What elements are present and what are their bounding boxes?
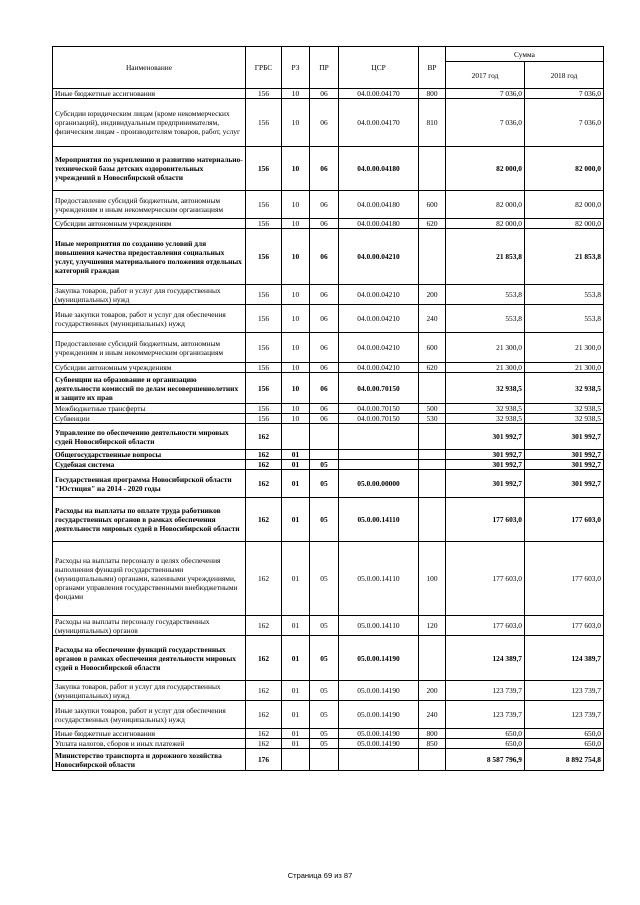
table-cell-csr: 05.0.00.14190 bbox=[339, 739, 419, 749]
table-cell-name: Иные закупки товаров, работ и услуг для обеспечения государственных (муниципальных) нужд bbox=[53, 701, 246, 729]
table-cell-vr: 620 bbox=[419, 219, 446, 229]
table-cell-rz: 10 bbox=[282, 333, 310, 363]
table-cell-grbs: 162 bbox=[246, 636, 282, 681]
table-cell-grbs: 156 bbox=[246, 229, 282, 285]
table-cell-name: Субвенции bbox=[53, 414, 246, 424]
table-cell-grbs: 156 bbox=[246, 414, 282, 424]
table-row bbox=[53, 147, 604, 191]
table-cell-name: Иные закупки товаров, работ и услуг для обеспечения государственных (муниципальных) нужд bbox=[53, 305, 246, 333]
table-cell-pr: 05 bbox=[310, 542, 339, 616]
table-cell-rz: 01 bbox=[282, 470, 310, 498]
page-number: Страница 69 из 87 bbox=[287, 871, 353, 880]
table-cell-csr: 05.0.00.00000 bbox=[339, 470, 419, 498]
table-cell-pr: 06 bbox=[310, 305, 339, 333]
table-cell-csr: 04.0.00.04210 bbox=[339, 305, 419, 333]
table-cell-sum-2018: 123 739,7 bbox=[525, 681, 604, 701]
table-cell-rz: 10 bbox=[282, 373, 310, 404]
table-cell-grbs: 162 bbox=[246, 498, 282, 542]
table-cell-sum-2017: 32 938,5 bbox=[446, 414, 525, 424]
table-cell-pr: 06 bbox=[310, 219, 339, 229]
table-row bbox=[53, 739, 604, 749]
table-cell-csr: 04.0.00.70150 bbox=[339, 373, 419, 404]
table-cell-rz: 01 bbox=[282, 701, 310, 729]
table-cell-sum-2017: 177 603,0 bbox=[446, 616, 525, 636]
table-cell-name: Предоставление субсидий бюджетным, автономным учреждениям и иным некоммерческим организациям bbox=[53, 333, 246, 363]
table-cell-sum-2018: 7 036,0 bbox=[525, 99, 604, 147]
table-row bbox=[53, 404, 604, 414]
table-cell-grbs: 156 bbox=[246, 363, 282, 373]
table-cell-sum-2017: 177 603,0 bbox=[446, 498, 525, 542]
table-cell-vr: 800 bbox=[419, 729, 446, 739]
table-cell-csr: 05.0.00.14110 bbox=[339, 542, 419, 616]
table-row bbox=[53, 498, 604, 542]
table-cell-rz: 10 bbox=[282, 191, 310, 219]
table-cell-pr: 06 bbox=[310, 414, 339, 424]
table-cell-rz bbox=[282, 749, 310, 771]
table-cell-name: Министерство транспорта и дорожного хозяйства Новосибирской области bbox=[53, 749, 246, 771]
table-cell-sum-2017: 553,8 bbox=[446, 305, 525, 333]
table-cell-pr: 05 bbox=[310, 498, 339, 542]
table-cell-vr: 850 bbox=[419, 739, 446, 749]
table-cell-vr bbox=[419, 147, 446, 191]
table-cell-csr: 05.0.00.14110 bbox=[339, 498, 419, 542]
table-cell-sum-2017: 177 603,0 bbox=[446, 542, 525, 616]
table-cell-csr bbox=[339, 749, 419, 771]
table-cell-sum-2018: 21 300,0 bbox=[525, 363, 604, 373]
table-cell-name: Межбюджетные трансферты bbox=[53, 404, 246, 414]
table-row bbox=[53, 373, 604, 404]
table-row bbox=[53, 285, 604, 305]
table-row bbox=[53, 749, 604, 771]
table-cell-grbs: 162 bbox=[246, 739, 282, 749]
table-cell-rz: 10 bbox=[282, 147, 310, 191]
table-cell-sum-2018: 82 000,0 bbox=[525, 147, 604, 191]
table-cell-csr: 04.0.00.70150 bbox=[339, 404, 419, 414]
table-cell-grbs: 162 bbox=[246, 450, 282, 460]
table-cell-name: Государственная программа Новосибирской области "Юстиция" на 2014 - 2020 годы bbox=[53, 470, 246, 498]
table-row bbox=[53, 424, 604, 450]
table-cell-csr: 04.0.00.04170 bbox=[339, 89, 419, 99]
table-cell-pr: 05 bbox=[310, 616, 339, 636]
table-cell-sum-2017: 650,0 bbox=[446, 739, 525, 749]
table-cell-rz: 01 bbox=[282, 729, 310, 739]
table-cell-vr: 810 bbox=[419, 99, 446, 147]
table-cell-grbs: 162 bbox=[246, 470, 282, 498]
table-cell-grbs: 156 bbox=[246, 99, 282, 147]
table-cell-sum-2018: 32 938,5 bbox=[525, 414, 604, 424]
table-body bbox=[53, 89, 604, 771]
table-cell-sum-2018: 177 603,0 bbox=[525, 498, 604, 542]
table-cell-pr: 05 bbox=[310, 701, 339, 729]
table-cell-sum-2017: 301 992,7 bbox=[446, 450, 525, 460]
table-row bbox=[53, 333, 604, 363]
table-cell-pr: 05 bbox=[310, 460, 339, 470]
table-cell-csr bbox=[339, 450, 419, 460]
table-cell-vr: 500 bbox=[419, 404, 446, 414]
table-cell-csr: 05.0.00.14110 bbox=[339, 616, 419, 636]
table-cell-vr: 100 bbox=[419, 542, 446, 616]
table-cell-pr: 06 bbox=[310, 285, 339, 305]
header-year-2018: 2018 год bbox=[525, 62, 604, 89]
table-cell-name: Предоставление субсидий бюджетным, автономным учреждениям и иным некоммерческим организациям bbox=[53, 191, 246, 219]
table-cell-csr: 04.0.00.04180 bbox=[339, 219, 419, 229]
table-cell-rz: 01 bbox=[282, 460, 310, 470]
table-cell-rz: 01 bbox=[282, 498, 310, 542]
table-cell-sum-2017: 21 300,0 bbox=[446, 333, 525, 363]
table-row bbox=[53, 616, 604, 636]
table-cell-name: Субвенции на образование и организацию деятельности комиссий по делам несовершеннолетних и защите их прав bbox=[53, 373, 246, 404]
table-cell-pr: 06 bbox=[310, 229, 339, 285]
table-cell-vr: 200 bbox=[419, 681, 446, 701]
table-cell-grbs: 162 bbox=[246, 616, 282, 636]
table-cell-pr: 05 bbox=[310, 681, 339, 701]
table-cell-rz: 10 bbox=[282, 414, 310, 424]
table-cell-vr bbox=[419, 460, 446, 470]
table-cell-vr bbox=[419, 229, 446, 285]
table-row bbox=[53, 701, 604, 729]
table-cell-sum-2018: 301 992,7 bbox=[525, 470, 604, 498]
table-cell-pr: 06 bbox=[310, 333, 339, 363]
budget-table-page bbox=[52, 46, 603, 771]
table-cell-csr bbox=[339, 460, 419, 470]
table-cell-name: Иные бюджетные ассигнования bbox=[53, 729, 246, 739]
table-cell-sum-2017: 32 938,5 bbox=[446, 373, 525, 404]
table-cell-csr: 05.0.00.14190 bbox=[339, 701, 419, 729]
header-grbs: ГРБС bbox=[246, 47, 282, 89]
table-cell-sum-2017: 82 000,0 bbox=[446, 191, 525, 219]
table-cell-sum-2017: 301 992,7 bbox=[446, 424, 525, 450]
table-cell-name: Субсидии автономным учреждениям bbox=[53, 219, 246, 229]
table-cell-pr bbox=[310, 424, 339, 450]
table-cell-sum-2017: 123 739,7 bbox=[446, 681, 525, 701]
table-cell-vr: 530 bbox=[419, 414, 446, 424]
table-cell-sum-2018: 301 992,7 bbox=[525, 424, 604, 450]
table-cell-rz: 01 bbox=[282, 739, 310, 749]
table-row bbox=[53, 99, 604, 147]
table-cell-sum-2017: 82 000,0 bbox=[446, 147, 525, 191]
table-cell-rz: 10 bbox=[282, 285, 310, 305]
table-cell-sum-2017: 650,0 bbox=[446, 729, 525, 739]
table-cell-csr: 04.0.00.04210 bbox=[339, 229, 419, 285]
table-cell-name: Субсидии автономным учреждениям bbox=[53, 363, 246, 373]
table-cell-sum-2017: 301 992,7 bbox=[446, 470, 525, 498]
table-cell-vr bbox=[419, 373, 446, 404]
table-cell-vr: 600 bbox=[419, 333, 446, 363]
table-cell-sum-2018: 21 853,8 bbox=[525, 229, 604, 285]
table-row bbox=[53, 681, 604, 701]
table-cell-vr bbox=[419, 424, 446, 450]
table-row bbox=[53, 363, 604, 373]
table-cell-sum-2017: 32 938,5 bbox=[446, 404, 525, 414]
table-cell-rz: 10 bbox=[282, 363, 310, 373]
table-cell-sum-2017: 82 000,0 bbox=[446, 219, 525, 229]
table-cell-name: Мероприятия по укреплению и развитию материально-технической базы детских оздоровительных учреждений в Новосибирской области bbox=[53, 147, 246, 191]
table-cell-sum-2018: 301 992,7 bbox=[525, 450, 604, 460]
header-csr: ЦСР bbox=[339, 47, 419, 89]
header-name: Наименование bbox=[53, 47, 246, 89]
table-cell-grbs: 162 bbox=[246, 460, 282, 470]
table-cell-rz: 10 bbox=[282, 305, 310, 333]
table-cell-pr bbox=[310, 749, 339, 771]
table-cell-csr bbox=[339, 424, 419, 450]
table-cell-csr: 04.0.00.04170 bbox=[339, 99, 419, 147]
table-cell-pr: 06 bbox=[310, 404, 339, 414]
table-cell-name: Расходы на обеспечение функций государственных органов в рамках обеспечения деятельности мировых судей в Новосибирской области bbox=[53, 636, 246, 681]
table-cell-csr: 05.0.00.14190 bbox=[339, 636, 419, 681]
table-cell-csr: 04.0.00.04180 bbox=[339, 191, 419, 219]
table-cell-name: Расходы на выплаты персоналу в целях обеспечения выполнения функций государственными (муниципальными) органами, казенными учреждениями, органами управления государственными внебюджетными фондами bbox=[53, 542, 246, 616]
table-cell-vr: 200 bbox=[419, 285, 446, 305]
table-cell-name: Управление по обеспечению деятельности мировых судей Новосибирской области bbox=[53, 424, 246, 450]
table-cell-sum-2018: 553,8 bbox=[525, 285, 604, 305]
table-cell-sum-2018: 177 603,0 bbox=[525, 542, 604, 616]
table-cell-name: Уплата налогов, сборов и иных платежей bbox=[53, 739, 246, 749]
table-cell-csr: 04.0.00.04210 bbox=[339, 363, 419, 373]
table-cell-name: Иные мероприятия по созданию условий для повышения качества предоставления социальных услуг, улучшения материального положения отдельных категорий граждан bbox=[53, 229, 246, 285]
table-cell-grbs: 162 bbox=[246, 701, 282, 729]
table-cell-grbs: 156 bbox=[246, 333, 282, 363]
table-cell-pr: 06 bbox=[310, 191, 339, 219]
header-year-2017: 2017 год bbox=[446, 62, 525, 89]
table-cell-sum-2017: 124 389,7 bbox=[446, 636, 525, 681]
table-cell-rz: 10 bbox=[282, 229, 310, 285]
table-cell-rz: 01 bbox=[282, 681, 310, 701]
table-cell-sum-2017: 301 992,7 bbox=[446, 460, 525, 470]
table-cell-vr bbox=[419, 470, 446, 498]
table-cell-sum-2018: 650,0 bbox=[525, 729, 604, 739]
table-cell-csr: 04.0.00.70150 bbox=[339, 414, 419, 424]
table-cell-name: Расходы на выплаты по оплате труда работников государственных органов в рамках обеспечения деятельности мировых судей в Новосибирской области bbox=[53, 498, 246, 542]
table-cell-sum-2017: 7 036,0 bbox=[446, 99, 525, 147]
table-cell-name: Иные бюджетные ассигнования bbox=[53, 89, 246, 99]
table-cell-sum-2018: 82 000,0 bbox=[525, 191, 604, 219]
table-cell-name: Закупка товаров, работ и услуг для государственных (муниципальных) нужд bbox=[53, 285, 246, 305]
table-cell-rz: 10 bbox=[282, 89, 310, 99]
table-cell-pr: 06 bbox=[310, 89, 339, 99]
table-cell-vr bbox=[419, 636, 446, 681]
table-cell-sum-2018: 124 389,7 bbox=[525, 636, 604, 681]
table-cell-grbs: 156 bbox=[246, 147, 282, 191]
table-row bbox=[53, 414, 604, 424]
table-cell-vr: 240 bbox=[419, 701, 446, 729]
table-row bbox=[53, 89, 604, 99]
table-cell-grbs: 156 bbox=[246, 305, 282, 333]
table-cell-csr: 05.0.00.14190 bbox=[339, 681, 419, 701]
header-pr: ПР bbox=[310, 47, 339, 89]
table-cell-pr: 05 bbox=[310, 739, 339, 749]
table-row bbox=[53, 470, 604, 498]
table-cell-pr bbox=[310, 450, 339, 460]
table-cell-rz: 10 bbox=[282, 404, 310, 414]
table-cell-rz: 01 bbox=[282, 616, 310, 636]
table-cell-grbs: 156 bbox=[246, 89, 282, 99]
table-cell-vr: 600 bbox=[419, 191, 446, 219]
table-cell-sum-2018: 650,0 bbox=[525, 739, 604, 749]
table-cell-rz bbox=[282, 424, 310, 450]
table-cell-sum-2018: 32 938,5 bbox=[525, 404, 604, 414]
header-rz: РЗ bbox=[282, 47, 310, 89]
table-cell-grbs: 156 bbox=[246, 373, 282, 404]
table-cell-grbs: 156 bbox=[246, 404, 282, 414]
table-cell-sum-2018: 82 000,0 bbox=[525, 219, 604, 229]
table-cell-csr: 04.0.00.04180 bbox=[339, 147, 419, 191]
table-cell-csr: 04.0.00.04210 bbox=[339, 333, 419, 363]
header-sum: Сумма bbox=[446, 47, 604, 62]
table-cell-sum-2018: 8 892 754,8 bbox=[525, 749, 604, 771]
table-cell-rz: 01 bbox=[282, 542, 310, 616]
table-cell-pr: 05 bbox=[310, 470, 339, 498]
table-cell-sum-2018: 301 992,7 bbox=[525, 460, 604, 470]
table-row bbox=[53, 305, 604, 333]
table-cell-sum-2017: 21 300,0 bbox=[446, 363, 525, 373]
table-cell-grbs: 162 bbox=[246, 424, 282, 450]
table-cell-rz: 01 bbox=[282, 450, 310, 460]
table-cell-name: Судебная система bbox=[53, 460, 246, 470]
table-cell-sum-2017: 123 739,7 bbox=[446, 701, 525, 729]
table-cell-pr: 06 bbox=[310, 363, 339, 373]
table-row bbox=[53, 636, 604, 681]
table-cell-vr: 240 bbox=[419, 305, 446, 333]
table-cell-pr: 06 bbox=[310, 373, 339, 404]
table-cell-csr: 04.0.00.04210 bbox=[339, 285, 419, 305]
table-cell-sum-2017: 8 587 796,9 bbox=[446, 749, 525, 771]
table-cell-grbs: 162 bbox=[246, 729, 282, 739]
table-row bbox=[53, 191, 604, 219]
table-cell-vr: 620 bbox=[419, 363, 446, 373]
table-cell-sum-2018: 7 036,0 bbox=[525, 89, 604, 99]
table-cell-vr: 120 bbox=[419, 616, 446, 636]
table-row bbox=[53, 460, 604, 470]
table-cell-sum-2017: 553,8 bbox=[446, 285, 525, 305]
table-cell-pr: 06 bbox=[310, 147, 339, 191]
table-cell-sum-2018: 123 739,7 bbox=[525, 701, 604, 729]
budget-table bbox=[52, 46, 604, 771]
table-cell-grbs: 156 bbox=[246, 191, 282, 219]
table-cell-vr: 800 bbox=[419, 89, 446, 99]
table-cell-sum-2018: 32 938,5 bbox=[525, 373, 604, 404]
table-cell-rz: 10 bbox=[282, 99, 310, 147]
table-cell-grbs: 156 bbox=[246, 219, 282, 229]
table-cell-grbs: 162 bbox=[246, 681, 282, 701]
table-cell-vr bbox=[419, 498, 446, 542]
header-vr: ВР bbox=[419, 47, 446, 89]
table-cell-sum-2017: 21 853,8 bbox=[446, 229, 525, 285]
table-cell-sum-2018: 553,8 bbox=[525, 305, 604, 333]
table-cell-vr bbox=[419, 450, 446, 460]
table-cell-grbs: 162 bbox=[246, 542, 282, 616]
table-cell-sum-2018: 177 603,0 bbox=[525, 616, 604, 636]
table-row bbox=[53, 729, 604, 739]
table-row bbox=[53, 229, 604, 285]
table-cell-sum-2017: 7 036,0 bbox=[446, 89, 525, 99]
table-cell-csr: 05.0.00.14190 bbox=[339, 729, 419, 739]
table-cell-sum-2018: 21 300,0 bbox=[525, 333, 604, 363]
table-cell-name: Субсидии юридическим лицам (кроме некоммерческих организаций), индивидуальным предпринимателям, физическим лицам - производителям товаров, работ, услуг bbox=[53, 99, 246, 147]
table-cell-grbs: 156 bbox=[246, 285, 282, 305]
table-row bbox=[53, 542, 604, 616]
table-cell-name: Общегосударственные вопросы bbox=[53, 450, 246, 460]
table-cell-vr bbox=[419, 749, 446, 771]
table-cell-pr: 06 bbox=[310, 99, 339, 147]
table-cell-grbs: 176 bbox=[246, 749, 282, 771]
table-cell-name: Закупка товаров, работ и услуг для государственных (муниципальных) нужд bbox=[53, 681, 246, 701]
table-row bbox=[53, 450, 604, 460]
table-cell-pr: 05 bbox=[310, 636, 339, 681]
table-row bbox=[53, 219, 604, 229]
table-cell-name: Расходы на выплаты персоналу государственных (муниципальных) органов bbox=[53, 616, 246, 636]
table-cell-rz: 01 bbox=[282, 636, 310, 681]
table-cell-pr: 05 bbox=[310, 729, 339, 739]
table-cell-rz: 10 bbox=[282, 219, 310, 229]
